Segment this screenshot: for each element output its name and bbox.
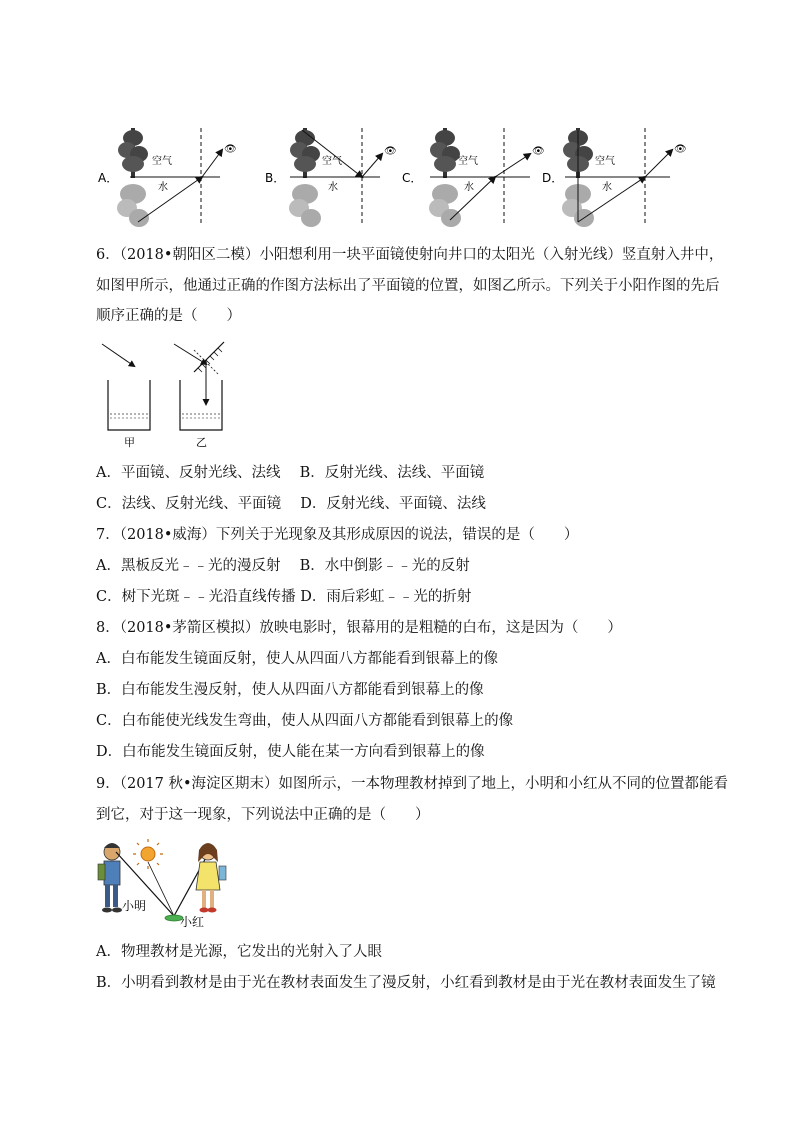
q5-b-air-label: 空气 (322, 156, 342, 167)
q6-stem-line1: 6．（2018•朝阳区二模）小阳想利用一块平面镜使射向井口的太阳光（入射光线）竖直射入井中， (96, 247, 724, 263)
q5-option-figures (90, 120, 690, 230)
q5-option-d-label: D． (542, 171, 564, 185)
xiaohong-figure (196, 843, 226, 913)
q8-option-c: C．白布能使光线发生弯曲，使人从四面八方都能看到银幕上的像 (96, 713, 514, 729)
q9-stem-line1: 9．（2017 秋•海淀区期末）如图所示，一本物理教材掉到了地上，小明和小红从不同的位置都能看 (96, 776, 729, 792)
q6-options-row2: C．法线、反射光线、平面镜 D．反射光线、平面镜、法线 (96, 496, 486, 512)
svg-text:👁: 👁 (532, 146, 545, 157)
svg-text:👁: 👁 (384, 146, 397, 157)
q5-a-water-label: 水 (158, 182, 168, 193)
q7-stem: 7．（2018•威海）下列关于光现象及其形成原因的说法，错误的是（ ） (96, 527, 579, 543)
q6-options-row1: A．平面镜、反射光线、法线 B．反射光线、法线、平面镜 (96, 465, 485, 481)
q8-option-a: A．白布能发生镜面反射，使人从四面八方都能看到银幕上的像 (96, 651, 498, 667)
sun-icon (133, 839, 163, 869)
q9-fig-label-xiaoming: 小明 (122, 899, 147, 913)
q5-figure-b (265, 128, 397, 227)
svg-text:👁: 👁 (224, 144, 237, 155)
q6-stem-line3: 顺序正确的是（ ） (96, 308, 241, 324)
q7-options-row2: C．树下光斑﹣﹣光沿直线传播 D．雨后彩虹﹣﹣光的折射 (96, 589, 472, 605)
q6-figure (98, 338, 230, 452)
q8-option-b: B．白布能发生漫反射，使人从四面八方都能看到银幕上的像 (96, 682, 484, 698)
q5-figure-c (402, 128, 545, 227)
q5-a-air-label: 空气 (152, 156, 172, 167)
q9-option-a: A．物理教材是光源，它发出的光射入了人眼 (96, 944, 382, 960)
q8-option-d: D．白布能发生镜面反射，使人能在某一方向看到银幕上的像 (96, 744, 485, 760)
q9-option-b: B．小明看到教材是由于光在教材表面发生了漫反射，小红看到教材是由于光在教材表面发生了镜 (96, 975, 716, 991)
q9-fig-label-xiaohong: 小红 (180, 915, 205, 928)
svg-text:👁: 👁 (674, 144, 687, 155)
q5-d-air-label: 空气 (595, 156, 615, 167)
q5-c-water-label: 水 (464, 182, 474, 193)
q6-fig-label-yi: 乙 (196, 436, 207, 449)
q5-b-water-label: 水 (328, 182, 338, 193)
q5-figure-d (542, 128, 687, 227)
q6-stem-line2: 如图甲所示，他通过正确的作图方法标出了平面镜的位置，如图乙所示。下列关于小阳作图的先后 (96, 278, 720, 294)
q5-option-a-label: A． (98, 171, 119, 185)
q5-d-water-label: 水 (602, 182, 612, 193)
q5-option-b-label: B． (265, 171, 286, 185)
q8-stem: 8．（2018•茅箭区模拟）放映电影时，银幕用的是粗糙的白布，这是因为（ ） (96, 620, 622, 636)
q9-figure (96, 838, 230, 928)
q9-stem-line2: 到它，对于这一现象，下列说法中正确的是（ ） (96, 807, 430, 823)
q5-figure-a (98, 128, 237, 227)
q5-option-c-label: C． (402, 171, 423, 185)
xiaoming-figure (98, 843, 122, 913)
q6-fig-label-jia: 甲 (124, 436, 135, 449)
q5-c-air-label: 空气 (458, 156, 478, 167)
q7-options-row1: A．黑板反光﹣﹣光的漫反射 B．水中倒影﹣﹣光的反射 (96, 558, 470, 574)
